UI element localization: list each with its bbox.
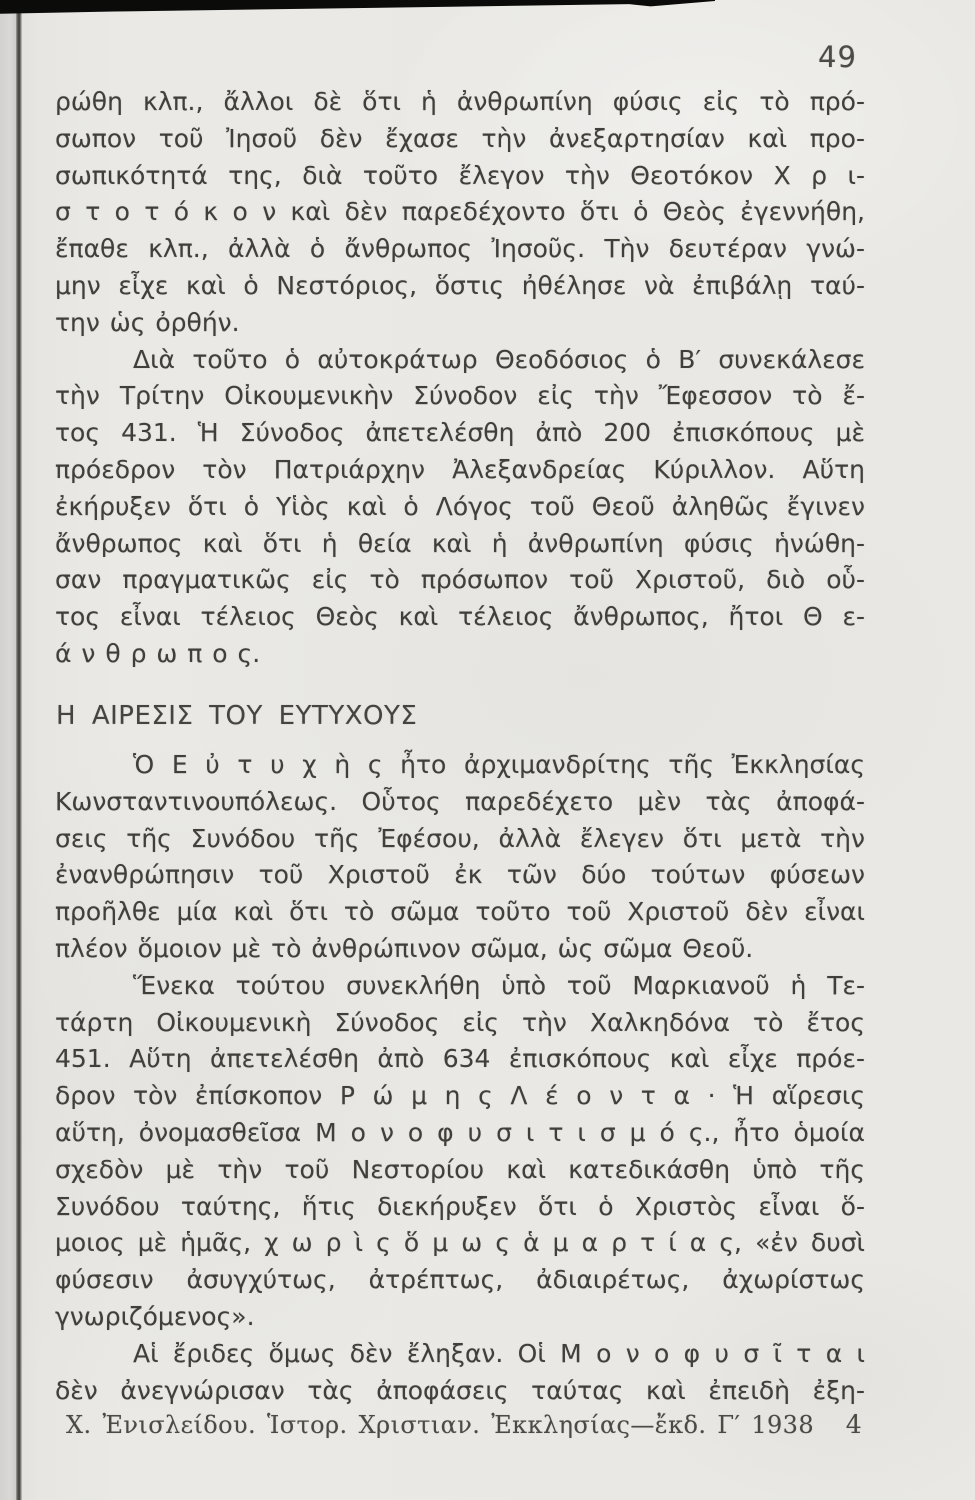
text-line: ἐκήρυξεν ὅτι ὁ Υἱὸς καὶ ὁ Λόγος τοῦ Θεοῦ ἀληθῶς ἔγινεν xyxy=(55,491,865,521)
scan-black-top-edge xyxy=(0,0,715,16)
text-line: δρον τὸν ἐπίσκοπον Ρ ώ μ η ς Λ έ ο ν τ α · Ἡ αἵρεσις xyxy=(55,1081,865,1111)
text-line: ρώθη κλπ., ἄλλοι δὲ ὅτι ἡ ἀνθρωπίνη φύσις εἰς τὸ πρό- xyxy=(55,87,865,116)
section-heading: Η ΑΙΡΕΣΙΣ ΤΟΥ ΕΥΤΥΧΟΥΣ xyxy=(56,701,418,731)
text-line: Αἱ ἔριδες ὅμως δὲν ἔληξαν. Οἱ Μ ο ν ο φ υ σ ῖ τ α ι xyxy=(133,1338,865,1368)
text-line: σωπον τοῦ Ἰησοῦ δὲν ἔχασε τὴν ἀνεξαρτησίαν καὶ προ- xyxy=(55,123,865,153)
scanner-background-strip xyxy=(0,0,17,1500)
text-line: ά ν θ ρ ω π ο ς. xyxy=(55,638,261,668)
text-line: Συνόδου ταύτης, ἥτις διεκήρυξεν ὅτι ὁ Χριστὸς εἶναι ὅ- xyxy=(55,1191,865,1221)
text-line: Διὰ τοῦτο ὁ αὐτοκράτωρ Θεοδόσιος ὁ Β′ συνεκάλεσε xyxy=(133,344,865,374)
page-number: 49 xyxy=(818,40,857,74)
text-line: σωπικότητά της, διὰ τοῦτο ἔλεγον τὴν Θεοτόκον Χ ρ ι- xyxy=(55,160,865,190)
text-line: Ἕνεκα τούτου συνεκλήθη ὑπὸ τοῦ Μαρκιανοῦ ἡ Τε- xyxy=(133,970,865,1000)
signature-number: 4 xyxy=(845,1410,862,1439)
text-line: δὲν ἀνεγνώρισαν τὰς ἀποφάσεις ταύτας καὶ ἐπειδὴ ἐξη- xyxy=(55,1375,865,1405)
text-line: τὴν Τρίτην Οἰκουμενικὴν Σύνοδον εἰς τὴν Ἔφεσσον τὸ ἔ- xyxy=(55,381,865,411)
text-line: φύσεσιν ἀσυγχύτως, ἀτρέπτως, ἀδιαιρέτως, ἀχωρίστως xyxy=(55,1265,865,1295)
text-line: σαν πραγματικῶς εἰς τὸ πρόσωπον τοῦ Χριστοῦ, διὸ οὗ- xyxy=(55,565,865,595)
text-line: γνωριζόμενος». xyxy=(55,1301,255,1331)
text-line: μην εἶχε καὶ ὁ Νεστόριος, ὅστις ἠθέλησε νὰ ἐπιβάλῃ ταύ- xyxy=(55,270,865,300)
text-line: ἔπαθε κλπ., ἀλλὰ ὁ ἄνθρωπος Ἰησοῦς. Τὴν δευτέραν γνώ- xyxy=(55,234,865,264)
footnote-citation: Χ. Ἐνισλείδου. Ἱστορ. Χριστιαν. Ἐκκλησίας—ἔκδ. Γ′ 1938 xyxy=(66,1411,814,1439)
text-line: τος εἶναι τέλειος Θεὸς καὶ τέλειος ἄνθρωπος, ἤτοι Θ ε- xyxy=(55,602,865,632)
text-line: αὕτη, ὀνομασθεῖσα Μ ο ν ο φ υ σ ι τ ι σ μ ό ς., ἦτο ὁμοία xyxy=(55,1117,865,1147)
text-line: σχεδὸν μὲ τὴν τοῦ Νεστορίου καὶ κατεδικάσθη ὑπὸ τῆς xyxy=(55,1154,865,1184)
text-line: προῆλθε μία καὶ ὅτι τὸ σῶμα τοῦτο τοῦ Χριστοῦ δὲν εἶναι xyxy=(55,897,865,927)
body-text-block-lower xyxy=(55,747,865,1409)
text-line: Κωνσταντινουπόλεως. Οὗτος παρεδέχετο μὲν τὰς ἀποφά- xyxy=(55,786,865,816)
text-line: μοιος μὲ ἡμᾶς, χ ω ρ ὶ ς ὅ μ ω ς ἁ μ α ρ τ ί α ς, «ἐν δυσὶ xyxy=(55,1228,865,1258)
text-line: πρόεδρον τὸν Πατριάρχην Ἀλεξανδρείας Κύριλλον. Αὕτη xyxy=(55,454,865,484)
text-line: ἄνθρωπος καὶ ὅτι ἡ θεία καὶ ἡ ἀνθρωπίνη φύσις ἡνώθη- xyxy=(55,528,865,558)
footnote-line xyxy=(66,1408,866,1442)
text-line: τος 431. Ἡ Σύνοδος ἀπετελέσθη ἀπὸ 200 ἐπισκόπους μὲ xyxy=(55,418,865,448)
text-line: ἐνανθρώπησιν τοῦ Χριστοῦ ἐκ τῶν δύο τούτων φύσεων xyxy=(55,860,865,890)
text-line: 451. Αὕτη ἀπετελέσθη ἀπὸ 634 ἐπισκόπους καὶ εἶχε πρόε- xyxy=(55,1044,865,1074)
text-line: Ὁ Ε ὐ τ υ χ ὴ ς ἦτο ἀρχιμανδρίτης τῆς Ἐκκλησίας xyxy=(133,750,865,779)
text-line: πλέον ὅμοιον μὲ τὸ ἀνθρώπινον σῶμα, ὡς σῶμα Θεοῦ. xyxy=(55,933,754,963)
text-line: σεις τῆς Συνόδου τῆς Ἐφέσου, ἀλλὰ ἔλεγεν ὅτι μετὰ τὴν xyxy=(55,823,865,853)
text-line: τάρτη Οἰκουμενικὴ Σύνοδος εἰς τὴν Χαλκηδόνα τὸ ἔτος xyxy=(55,1007,865,1037)
text-line: την ὡς ὀρθήν. xyxy=(55,307,240,337)
page-edge-shadow-line xyxy=(16,0,22,1500)
body-text-block-upper xyxy=(55,84,865,673)
text-line: σ τ ο τ ό κ ο ν καὶ δὲν παρεδέχοντο ὅτι ὁ Θεὸς ἐγεννήθη, xyxy=(55,197,865,227)
